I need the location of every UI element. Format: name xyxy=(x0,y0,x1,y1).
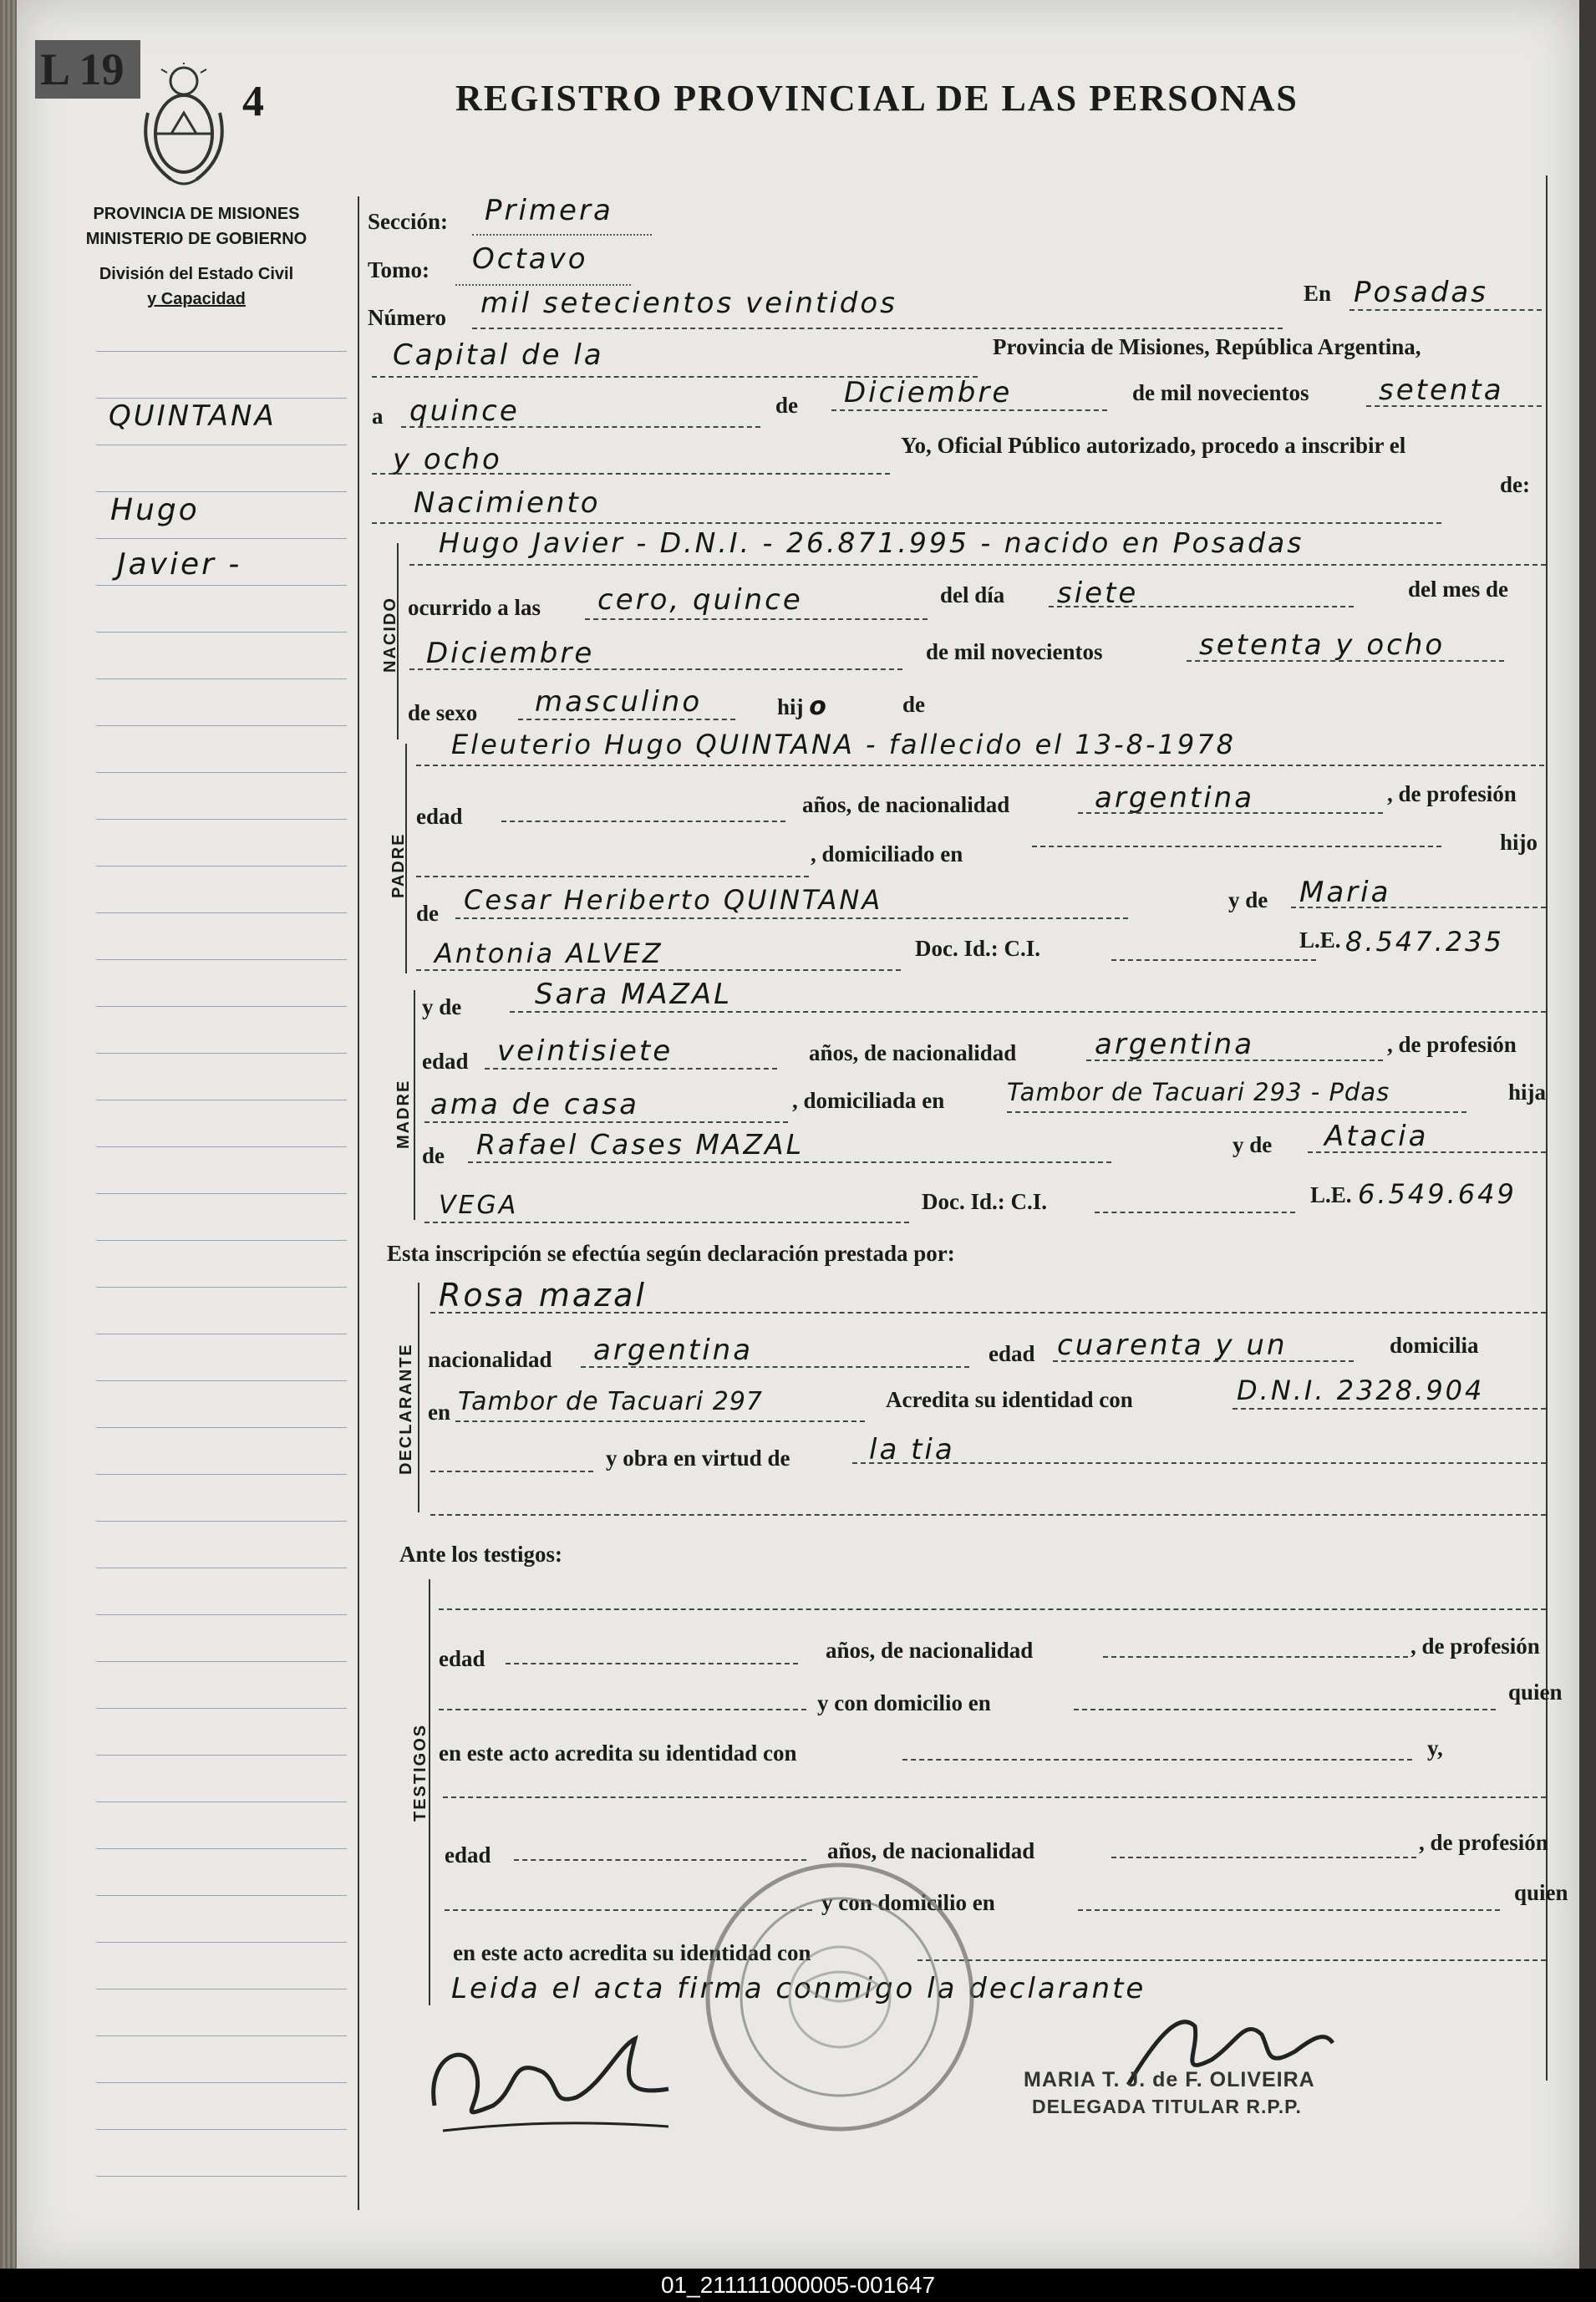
abuela-m2-line xyxy=(424,1222,909,1223)
stub-ruled-line xyxy=(96,912,347,913)
dia-nac-line xyxy=(1049,606,1354,607)
stub-ruled-line xyxy=(96,678,347,679)
padre-nombre-value[interactable]: Eleuterio Hugo QUINTANA - fallecido el 13-8-1978 xyxy=(451,729,1236,760)
capital-value[interactable]: Capital de la xyxy=(393,338,604,372)
stub-ruled-line xyxy=(96,1006,347,1007)
decl-virtud-line xyxy=(852,1462,1546,1464)
padre-edad-line xyxy=(501,821,785,822)
stub-ruled-line xyxy=(96,585,347,586)
lugar-value[interactable]: Posadas xyxy=(1354,276,1488,309)
hij-text: hij xyxy=(777,694,804,719)
t2-acredita-label: en este acto acredita su identidad con xyxy=(453,1940,811,1965)
madre-le-label: L.E. xyxy=(1310,1182,1352,1207)
stub-ruled-line xyxy=(96,351,347,352)
padre-dom-label: , domiciliado en xyxy=(811,841,963,866)
padre-doc-label: Doc. Id.: C.I. xyxy=(915,936,1041,961)
abuela-p2-value[interactable]: Antonia ALVEZ xyxy=(435,938,663,969)
abuela-m1-line xyxy=(1308,1151,1546,1153)
t2-nombre-line xyxy=(443,1796,1546,1798)
seccion-value[interactable]: Primera xyxy=(485,194,613,227)
sexo-value[interactable]: masculino xyxy=(535,685,703,719)
anio-nac-line xyxy=(1187,660,1504,662)
lugar-line xyxy=(1349,309,1542,311)
abuelo-m-value[interactable]: Rafael Cases MAZAL xyxy=(476,1128,805,1161)
declarante-nombre-line xyxy=(430,1312,1546,1314)
page-title: REGISTRO PROVINCIAL DE LAS PERSONAS xyxy=(455,78,1299,119)
stub-name-2: Javier - xyxy=(117,547,242,582)
padre-edad-label: edad xyxy=(416,804,463,829)
madre-de-label: de xyxy=(422,1143,445,1168)
stub-ruled-line xyxy=(96,1240,347,1241)
stub-ruled-line xyxy=(96,959,347,960)
del-dia-label: del día xyxy=(940,582,1005,607)
hora-value[interactable]: cero, quince xyxy=(597,583,803,617)
stub-ruled-line xyxy=(96,1380,347,1381)
declarante-signature-icon xyxy=(418,2005,694,2139)
madre-dom-line xyxy=(1007,1111,1466,1113)
stub-ruled-line xyxy=(96,1661,347,1662)
madre-nombre-value[interactable]: Sara MAZAL xyxy=(535,978,733,1011)
corner-label xyxy=(35,40,140,99)
nacido-nombre-line xyxy=(409,564,1546,566)
t1-edad-label: edad xyxy=(439,1646,485,1671)
stub-ruled-line xyxy=(96,2129,347,2130)
official-title: DELEGADA TITULAR R.P.P. xyxy=(1032,2096,1302,2117)
side-padre: PADRE xyxy=(389,832,408,898)
cierre-value[interactable]: Leida el acta firma conmigo la declarante xyxy=(451,1972,1146,2005)
madre-y-de2-label: y de xyxy=(1233,1132,1273,1157)
stub-ruled-line xyxy=(96,1755,347,1756)
hora-line xyxy=(585,618,928,620)
stub-ruled-line xyxy=(96,2176,347,2177)
del-mes-label: del mes de xyxy=(1408,577,1508,602)
stub-ruled-line xyxy=(96,1708,347,1709)
t2-nac-line xyxy=(1111,1857,1416,1858)
nacido-nombre-value[interactable]: Hugo Javier - D.N.I. - 26.871.995 - nacido en Posadas xyxy=(439,526,1304,559)
stub-name-1: Hugo xyxy=(110,493,200,527)
t2-acredita-line xyxy=(917,1959,1546,1961)
stub-ruled-line xyxy=(96,1146,347,1147)
decl-edad-value[interactable]: cuarenta y un xyxy=(1057,1329,1288,1362)
madre-le-value[interactable]: 6.549.649 xyxy=(1358,1178,1517,1210)
mes-nac-line xyxy=(409,668,902,670)
madre-prof-label: , de profesión xyxy=(1387,1032,1517,1057)
anio2-value[interactable]: y ocho xyxy=(393,443,502,476)
acto-line xyxy=(372,522,1441,524)
abuela-p1-line xyxy=(1291,907,1546,908)
decl-nac-line xyxy=(581,1366,969,1368)
header-capacidad: y Capacidad xyxy=(147,290,246,308)
registry-page xyxy=(17,0,1579,2269)
seccion-label: Sección: xyxy=(368,209,448,234)
stub-ruled-line xyxy=(96,1287,347,1288)
side-testigos: TESTIGOS xyxy=(411,1723,429,1822)
side-declarante: DECLARANTE xyxy=(397,1343,415,1475)
header-division: División del Estado Civil xyxy=(99,265,294,283)
tomo-value[interactable]: Octavo xyxy=(472,242,588,276)
anio2-line xyxy=(372,473,890,475)
stub-surname: QUINTANA xyxy=(109,399,277,433)
stub-ruled-line xyxy=(96,1942,347,1943)
de2-label: de xyxy=(902,692,925,717)
padre-le-value[interactable]: 8.547.235 xyxy=(1345,926,1504,958)
abuela-p2-line xyxy=(416,969,901,971)
ocurrido-label: ocurrido a las xyxy=(408,595,541,620)
main-separator xyxy=(358,196,359,2210)
t1-acredita-line xyxy=(902,1759,1412,1761)
padre-nac-line xyxy=(1078,812,1383,814)
madre-prof-line xyxy=(424,1121,788,1123)
stub-ruled-line xyxy=(96,1521,347,1522)
madre-edad-line xyxy=(485,1068,777,1070)
stub-ruled-line xyxy=(96,538,347,539)
decl-domicilia-label: domicilia xyxy=(1390,1333,1479,1358)
t1-quien-label: quien xyxy=(1508,1679,1563,1705)
padre-prof-label: , de profesión xyxy=(1387,781,1517,806)
padre-de-label: de xyxy=(416,901,439,926)
page-number: 4 xyxy=(242,78,264,125)
stub-ruled-line xyxy=(96,491,347,492)
de-mil-label: de mil novecientos xyxy=(1132,380,1309,405)
madre-edad-label: edad xyxy=(422,1049,469,1074)
book-binding xyxy=(0,0,17,2269)
decl-extra-line xyxy=(430,1471,593,1472)
abuelo-p-line xyxy=(455,917,1128,919)
decl-nac-value[interactable]: argentina xyxy=(593,1334,754,1367)
mes-nac-value[interactable]: Diciembre xyxy=(426,637,595,670)
anio1-value[interactable]: setenta xyxy=(1379,374,1504,407)
decl-acredita-label: Acredita su identidad con xyxy=(886,1387,1133,1412)
madre-nombre-line xyxy=(510,1011,1546,1013)
de-mil2-label: de mil novecientos xyxy=(926,639,1103,664)
stub-ruled-line xyxy=(96,2082,347,2083)
madre-dom-value[interactable]: Tambor de Tacuari 293 - Pdas xyxy=(1007,1078,1390,1106)
dia-nac-value[interactable]: siete xyxy=(1057,577,1139,610)
side-nacido: NACIDO xyxy=(381,597,399,673)
stub-ruled-line xyxy=(96,1614,347,1615)
numero-label: Número xyxy=(368,305,446,330)
hijo-label: hijo xyxy=(1500,830,1538,855)
t2-dom-label: y con domicilio en xyxy=(821,1890,995,1915)
t1-dom-label: y con domicilio en xyxy=(817,1690,991,1715)
abuela-m2-value[interactable]: VEGA xyxy=(439,1191,519,1220)
padre-nac-label: años, de nacionalidad xyxy=(802,792,1010,817)
stub-ruled-line xyxy=(96,398,347,399)
decl-edad-line xyxy=(1053,1360,1354,1362)
official-seal-icon xyxy=(702,1859,978,2135)
hij-label xyxy=(777,692,829,721)
dia-value[interactable]: quince xyxy=(409,394,520,428)
decl-virtud-value[interactable]: la tia xyxy=(869,1433,955,1466)
t2-nac-label: años, de nacionalidad xyxy=(827,1838,1035,1863)
t2-prof-label: , de profesión xyxy=(1419,1830,1548,1855)
de-sexo-label: de sexo xyxy=(408,700,478,725)
abuela-m1-value[interactable]: Atacia xyxy=(1324,1120,1429,1153)
official-name: MARIA T. J. de F. OLIVEIRA xyxy=(1024,2068,1315,2091)
madre-nac-value[interactable]: argentina xyxy=(1095,1028,1255,1061)
coat-of-arms-icon xyxy=(138,63,230,196)
t1-nac-label: años, de nacionalidad xyxy=(826,1638,1034,1663)
decl-nac-label: nacionalidad xyxy=(428,1347,552,1372)
t1-nombre-line xyxy=(439,1608,1546,1610)
header-provincia: PROVINCIA DE MISIONES xyxy=(93,205,300,223)
header-ministerio: MINISTERIO DE GOBIERNO xyxy=(85,230,308,248)
side-madre: MADRE xyxy=(394,1079,413,1149)
madre-prof-value[interactable]: ama de casa xyxy=(430,1088,639,1121)
stub-ruled-line xyxy=(96,632,347,633)
madre-doc-line xyxy=(1095,1212,1295,1213)
right-border xyxy=(1546,175,1548,2081)
t1-prof-line xyxy=(439,1709,806,1710)
decl-dom-value[interactable]: Tambor de Tacuari 297 xyxy=(458,1387,764,1416)
madre-dom-label: , domiciliada en xyxy=(792,1088,945,1113)
anio-nac-value[interactable]: setenta y ocho xyxy=(1199,628,1446,662)
t2-edad-label: edad xyxy=(445,1842,491,1868)
madre-doc-label: Doc. Id.: C.I. xyxy=(922,1189,1048,1214)
t1-dom-line xyxy=(1074,1709,1496,1710)
acto-value[interactable]: Nacimiento xyxy=(414,486,601,520)
declarante-nombre-value[interactable]: Rosa mazal xyxy=(439,1277,647,1314)
padre-nac-value[interactable]: argentina xyxy=(1095,781,1255,815)
tomo-line xyxy=(455,284,631,286)
stub-ruled-line xyxy=(96,725,347,726)
hij-suffix[interactable]: o xyxy=(809,692,829,721)
madre-bracket xyxy=(414,990,415,1220)
seccion-line xyxy=(472,234,652,236)
decl-en-label: en xyxy=(428,1400,450,1425)
stub-ruled-line xyxy=(96,1053,347,1054)
decl-edad-label: edad xyxy=(989,1341,1035,1366)
declarante-bracket xyxy=(418,1283,419,1512)
stub-ruled-line xyxy=(96,2035,347,2036)
mes-line xyxy=(831,409,1107,411)
stub-ruled-line xyxy=(96,819,347,820)
sexo-line xyxy=(518,719,735,720)
stub-ruled-line xyxy=(96,1895,347,1896)
dia-line xyxy=(401,426,760,428)
madre-nac-label: años, de nacionalidad xyxy=(809,1040,1017,1065)
decl-dom-line xyxy=(455,1420,865,1422)
padre-y-de-label: y de xyxy=(1228,887,1268,912)
t1-edad-line xyxy=(506,1663,798,1664)
abuela-p1-value[interactable]: Maria xyxy=(1299,876,1391,909)
padre-le-label: L.E. xyxy=(1299,927,1341,953)
padre-dom-line xyxy=(1032,846,1441,847)
provincia-label: Provincia de Misiones, República Argentina, xyxy=(993,334,1421,359)
de-label: de xyxy=(775,393,798,418)
a-label: a xyxy=(372,404,384,429)
numero-line xyxy=(472,328,1283,329)
t1-acredita-label: en este acto acredita su identidad con xyxy=(439,1740,797,1766)
decl-id-value[interactable]: D.N.I. 2328.904 xyxy=(1237,1375,1485,1406)
decl-id-line xyxy=(1233,1408,1546,1410)
t1-y-label: y, xyxy=(1427,1735,1443,1761)
t1-nac-line xyxy=(1103,1656,1408,1658)
en-label: En xyxy=(1304,281,1332,306)
image-caption: 01_211111000005-001647 xyxy=(0,2269,1596,2302)
corner-label-text: L 19 xyxy=(40,44,125,94)
padre-prof-line xyxy=(416,876,809,877)
t1-prof-label: , de profesión xyxy=(1410,1634,1540,1659)
abuelo-m-line xyxy=(468,1161,1111,1163)
stub-ruled-line xyxy=(96,1474,347,1475)
madre-nac-line xyxy=(1086,1060,1383,1061)
tomo-label: Tomo: xyxy=(368,257,430,282)
stub-ruled-line xyxy=(96,1848,347,1849)
anio1-line xyxy=(1366,405,1542,407)
numero-value[interactable]: mil setecientos veintidos xyxy=(480,287,897,320)
hija-label: hija xyxy=(1508,1080,1547,1105)
stub-ruled-line xyxy=(96,772,347,773)
decl-blank-line xyxy=(430,1514,1546,1516)
t2-dom-line xyxy=(1078,1909,1500,1911)
abuelo-p-value[interactable]: Cesar Heriberto QUINTANA xyxy=(464,884,883,916)
de-colon-label: de: xyxy=(1500,472,1530,497)
yo-label: Yo, Oficial Público autorizado, procedo a inscribir el xyxy=(901,433,1406,458)
padre-nombre-line xyxy=(416,765,1544,766)
madre-edad-value[interactable]: veintisiete xyxy=(497,1034,673,1068)
esta-inscripcion-label: Esta inscripción se efectúa según declaración prestada por: xyxy=(387,1241,955,1266)
madre-y-de-label: y de xyxy=(422,994,462,1019)
stub-ruled-line xyxy=(96,1193,347,1194)
stub-ruled-line xyxy=(96,1427,347,1428)
mes-value[interactable]: Diciembre xyxy=(844,376,1013,409)
padre-doc-line xyxy=(1111,959,1316,961)
t2-quien-label: quien xyxy=(1514,1880,1568,1905)
decl-obra-label: y obra en virtud de xyxy=(606,1446,790,1471)
stub-ruled-line xyxy=(96,1801,347,1802)
ante-label: Ante los testigos: xyxy=(399,1542,562,1567)
